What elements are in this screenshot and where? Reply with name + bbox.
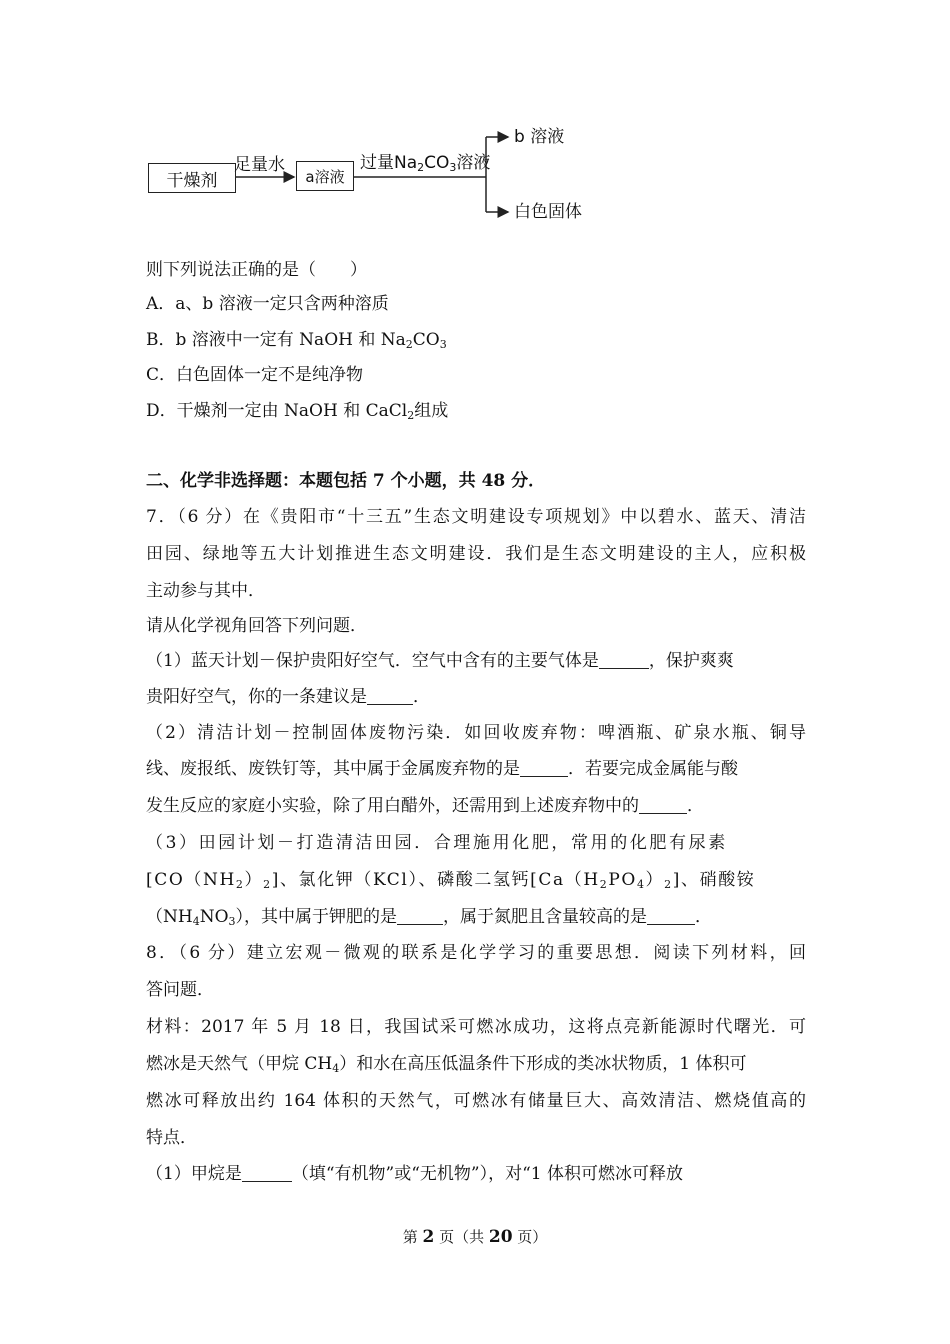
step-water-label: 足量水 <box>234 155 285 175</box>
answer-blank[interactable] <box>647 904 695 925</box>
solution-b-label: b 溶液 <box>514 127 565 147</box>
q8-part1-line-1: （1）甲烷是 （填“有机物”或“无机物”），对“1 体积可燃冰可释放 <box>146 1156 683 1192</box>
q7-line-1: 7．（6 分）在《贵阳市“十三五”生态文明建设专项规划》中以碧水、蓝天、清洁 <box>146 507 806 527</box>
solution-a-box <box>296 161 354 191</box>
q7-part2-line-1: （2）清洁计划－控制固体废物污染．如回收废弃物：啤酒瓶、矿泉水瓶、铜导 <box>146 723 806 743</box>
q6-option-b: B．b 溶液中一定有 NaOH 和 $Na_2CO_3$ <box>146 330 447 351</box>
q7-part1-line-2: 贵阳好空气，你的一条建议是 ． <box>146 679 430 715</box>
q6-stem: 则下列说法正确的是（ ） <box>146 260 367 280</box>
q8-material-line-2: 燃冰是天然气（甲烷 $CH_4$）和水在高压低温条件下形成的类冰状物质，1 体积可 <box>146 1054 747 1075</box>
q8-material-line-3: 燃冰可释放出约 164 体积的天然气，可燃冰有储量巨大、高效清洁、燃烧值高的 <box>146 1091 806 1111</box>
answer-blank[interactable] <box>397 904 443 925</box>
section-heading: 二、化学非选择题：本题包括 7 个小题，共 48 分． <box>146 471 546 491</box>
white-solid-label: 白色固体 <box>514 202 582 222</box>
q8-line-1: 8．（6 分）建立宏观－微观的联系是化学学习的重要思想．阅读下列材料，回 <box>146 943 806 963</box>
answer-blank[interactable] <box>520 756 568 777</box>
page-footer: 第 2 页（共 20 页） <box>402 1227 548 1247</box>
q7-line-3: 主动参与其中． <box>146 581 265 601</box>
q7-part1-line-1: （1）蓝天计划－保护贵阳好空气．空气中含有的主要气体是 ，保护爽爽 <box>146 643 734 679</box>
page-total: 20 <box>488 1227 513 1247</box>
answer-blank[interactable] <box>242 1161 292 1182</box>
flow-diagram <box>140 115 660 235</box>
q7-part2-line-2: 线、废报纸、废铁钉等，其中属于金属废弃物的是 ．若要完成金属能与酸 <box>146 751 738 787</box>
q6-option-a: A．a、b 溶液一定只含两种溶质 <box>146 294 389 314</box>
q8-material-line-4: 特点． <box>146 1128 197 1148</box>
answer-blank[interactable] <box>367 684 413 705</box>
q8-line-2: 答问题． <box>146 980 214 1000</box>
desiccant-label: 干燥剂 <box>166 170 218 191</box>
q7-line-2: 田园、绿地等五大计划推进生态文明建设．我们是生态文明建设的主人，应积极 <box>146 544 806 564</box>
q7-part3-line-3: $(NH_4NO_3)$，其中属于钾肥的是 ，属于氮肥且含量较高的是 ． <box>146 899 712 935</box>
q7-part2-line-3: 发生反应的家庭小实验，除了用白醋外，还需用到上述废弃物中的 ． <box>146 788 704 824</box>
q7-part3-line-1: （3）田园计划－打造清洁田园．合理施用化肥，常用的化肥有尿素 <box>146 833 728 853</box>
q8-material-line-1: 材料：2017 年 5 月 18 日，我国试采可燃冰成功，这将点亮新能源时代曙光．可 <box>146 1017 806 1037</box>
desiccant-box <box>148 163 236 193</box>
q7-line-4: 请从化学视角回答下列问题． <box>146 616 367 636</box>
q6-option-c: C．白色固体一定不是纯净物 <box>146 365 364 385</box>
step-na2co3-label: 过量$Na_2CO_3$溶液 <box>360 153 491 174</box>
solution-a-label: a溶液 <box>305 167 345 186</box>
q6-option-d: D．干燥剂一定由 NaOH 和 CaCl$_2$组成 <box>146 401 449 422</box>
answer-blank[interactable] <box>599 648 649 669</box>
answer-blank[interactable] <box>639 793 687 814</box>
q7-part3-line-2: $[CO(NH_2)_2]$、氯化钾（KCl）、磷酸二氢钙$[Ca(H_2PO_4)_2]$、硝酸铵 <box>146 870 756 891</box>
page-number: 2 <box>422 1227 435 1247</box>
